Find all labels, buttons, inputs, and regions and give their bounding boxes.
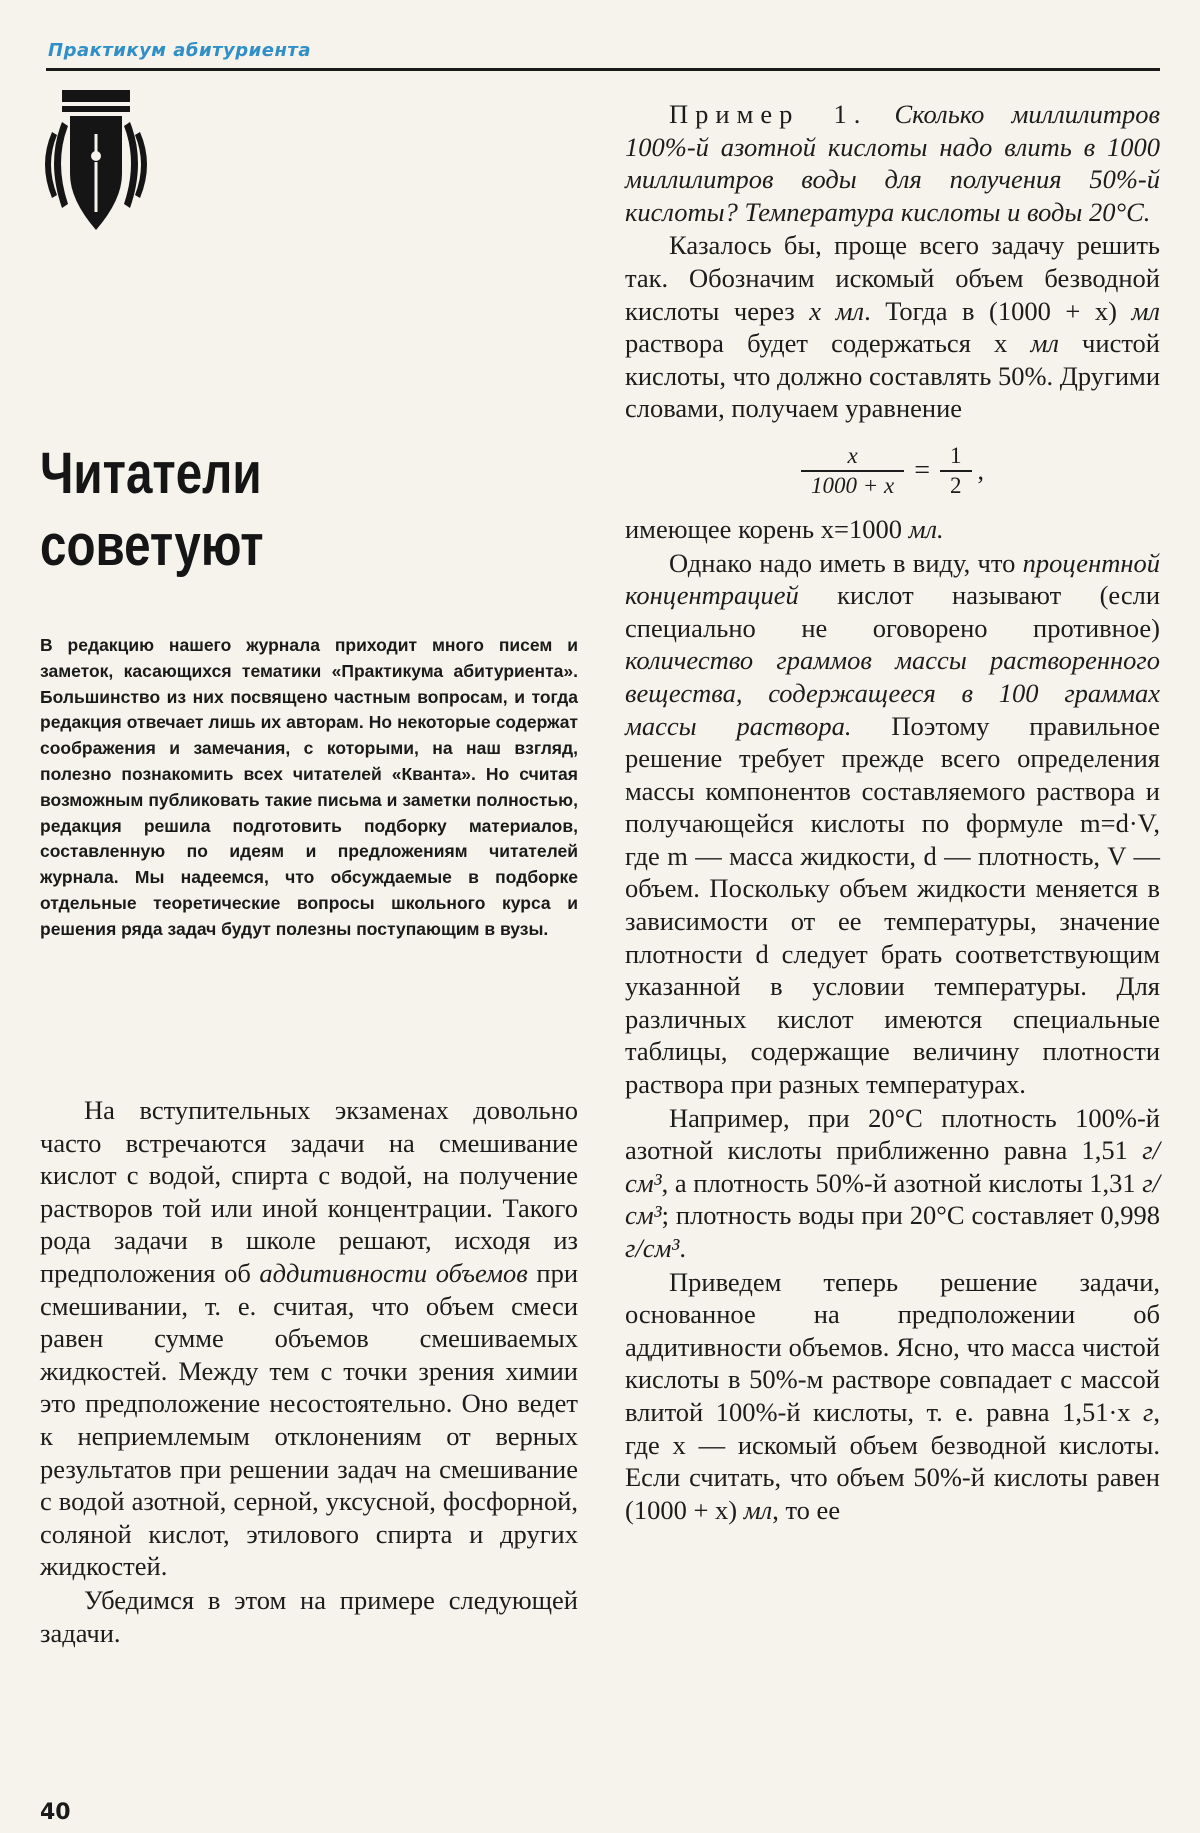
text-run: кислот называют (если специально не оговорено противное) — [625, 580, 1160, 643]
text-run: чистой кислоты, что должно составлять 50%. Другими словами, получаем уравнение — [625, 328, 1161, 424]
section-label: Практикум абитуриента — [48, 40, 312, 61]
text-run: , а плотность 50%-й азотной кислоты 1,31 — [661, 1167, 1143, 1198]
text-run: имеющее корень x=1000 — [625, 513, 909, 544]
right-paragraph-2 — [625, 547, 1160, 1101]
unit-run: г/см³ — [625, 1135, 1160, 1198]
equation — [625, 431, 1160, 511]
text-run: На вступительных экзаменах довольно часто встречаются задачи на смешивание кислот с водой, спирта с водой, на получение растворов той или иной концентрации. Такого рода задачи в школе решают, исходя из предположения об — [40, 1095, 578, 1288]
lhs-fraction — [801, 442, 904, 500]
page-number: 40 — [40, 1800, 71, 1825]
fountain-pen-nib-icon — [40, 82, 152, 234]
example-label: Пример 1. — [669, 99, 868, 129]
root-line — [625, 513, 1160, 546]
emphasis-run: аддитивности объемов — [259, 1257, 528, 1288]
text-run: при смешивании, т. е. считая, что объем смеси равен сумме объемов смешиваемых жидкостей. Между тем с точки зрения химии это предположение несостоятельно. Оно ведет к неприемлемым отклонениям от верных результатов при решении задач на смешивание с водой азотной, серной, уксусной, фосфорной, соляной кислот, этилового спирта и других жидкостей. — [40, 1257, 578, 1582]
title-line-2: советуют — [40, 513, 264, 578]
left-column — [40, 1094, 578, 1650]
text-run: Поэтому правильное решение требует прежде всего определения массы компонентов составляемого раствора и получающейся кислоты по формуле m=d·V, где m — масса жидкости, d — плотность, V — объем. Поскольку объем жидкости меняется в зависимости от ее температуры, значение плотности d следует брать соответствующим указанной в условии температуры. Для различных кислот имеются специальные таблицы, содержащие величину плотности раствора при разных температурах. — [625, 710, 1161, 1100]
rhs-numerator: 1 — [950, 442, 962, 468]
text-run: . Тогда в (1000 + x) — [864, 295, 1132, 326]
emphasis-run: количество граммов массы растворенного вещества, содержащееся в 100 граммах массы раствора. — [625, 645, 1160, 741]
rhs-denominator: 2 — [940, 470, 972, 500]
right-column — [625, 98, 1160, 1527]
text-run: , то ее — [772, 1494, 841, 1525]
unit-run: г/см³ — [625, 1233, 680, 1263]
text-run: , где x — искомый объем безводной кислоты. Если считать, что объем 50%-й кислоты равен (1000 + x) — [625, 1396, 1160, 1525]
left-paragraph-2: Убедимся в этом на примере следующей задачи. — [40, 1584, 578, 1648]
equals-sign: = — [914, 454, 931, 486]
text-run: Однако надо иметь в виду, что — [669, 547, 1023, 578]
text-run: . — [679, 1233, 686, 1263]
equation-comma: , — [977, 455, 985, 485]
emphasis-run: мл. — [908, 513, 944, 544]
text-run: ; плотность воды при 20°C составляет 0,998 — [661, 1200, 1160, 1231]
emphasis-run: мл — [1030, 328, 1059, 359]
text-run: Например, при 20°C плотность 100%-й азотной кислоты приближенно равна 1,51 — [625, 1102, 1160, 1166]
emphasis-run: x мл — [809, 295, 865, 326]
rhs-fraction — [940, 442, 972, 500]
emphasis-run: мл — [743, 1494, 773, 1525]
right-paragraph-1 — [625, 229, 1160, 425]
example-text: Сколько миллилитров 100%-й азотной кислоты надо влить в 1000 миллилитров воды для получения 50%-й кислоты? Температура кислоты и воды 20°C. — [625, 99, 1160, 227]
text-run: раствора будет содержаться x — [625, 328, 1031, 359]
header-rule — [46, 68, 1160, 71]
unit-run: г/см³ — [625, 1167, 1160, 1231]
text-run: Казалось бы, проще всего задачу решить так. Обозначим искомый объем безводной кислоты через — [625, 230, 1160, 326]
right-paragraph-3 — [625, 1102, 1160, 1265]
text-run: Приведем теперь решение задачи, основанное на предположении об аддитивности объемов. Ясно, что масса чистой кислоты в 50%-м растворе совпадает с массой влитой 100%-й кислоты, т. е. равна 1,51·x — [625, 1266, 1160, 1427]
lhs-denominator: 1000 + x — [801, 470, 904, 500]
example-1 — [625, 98, 1160, 228]
intro-paragraph: В редакцию нашего журнала приходит много писем и заметок, касающихся тематики «Практикума абитуриента». Большинство из них посвящено частным вопросам, и тогда редакция отвечает лишь их авторам. Но некоторые содержат соображения и замечания, с которыми, на наш взгляд, полезно познакомить всех читателей «Кванта». Но считая возможным публиковать такие письма и заметки полностью, редакция решила подготовить подборку материалов, составленную по идеям и предложениям читателей журнала. Мы надеемся, что обсуждаемые в подборке отдельные теоретические вопросы школьного курса и решения ряда задач будут полезны поступающим в вузы. — [40, 635, 578, 939]
left-paragraph-1 — [40, 1094, 578, 1583]
emphasis-run: мл — [1131, 295, 1160, 326]
emphasis-run: процентной концентрацией — [625, 547, 1160, 611]
title-line-1: Читатели — [40, 441, 262, 506]
article-title — [40, 438, 466, 582]
lhs-numerator: x — [847, 442, 858, 468]
right-paragraph-4 — [625, 1266, 1160, 1527]
emphasis-run: г — [1143, 1396, 1154, 1427]
